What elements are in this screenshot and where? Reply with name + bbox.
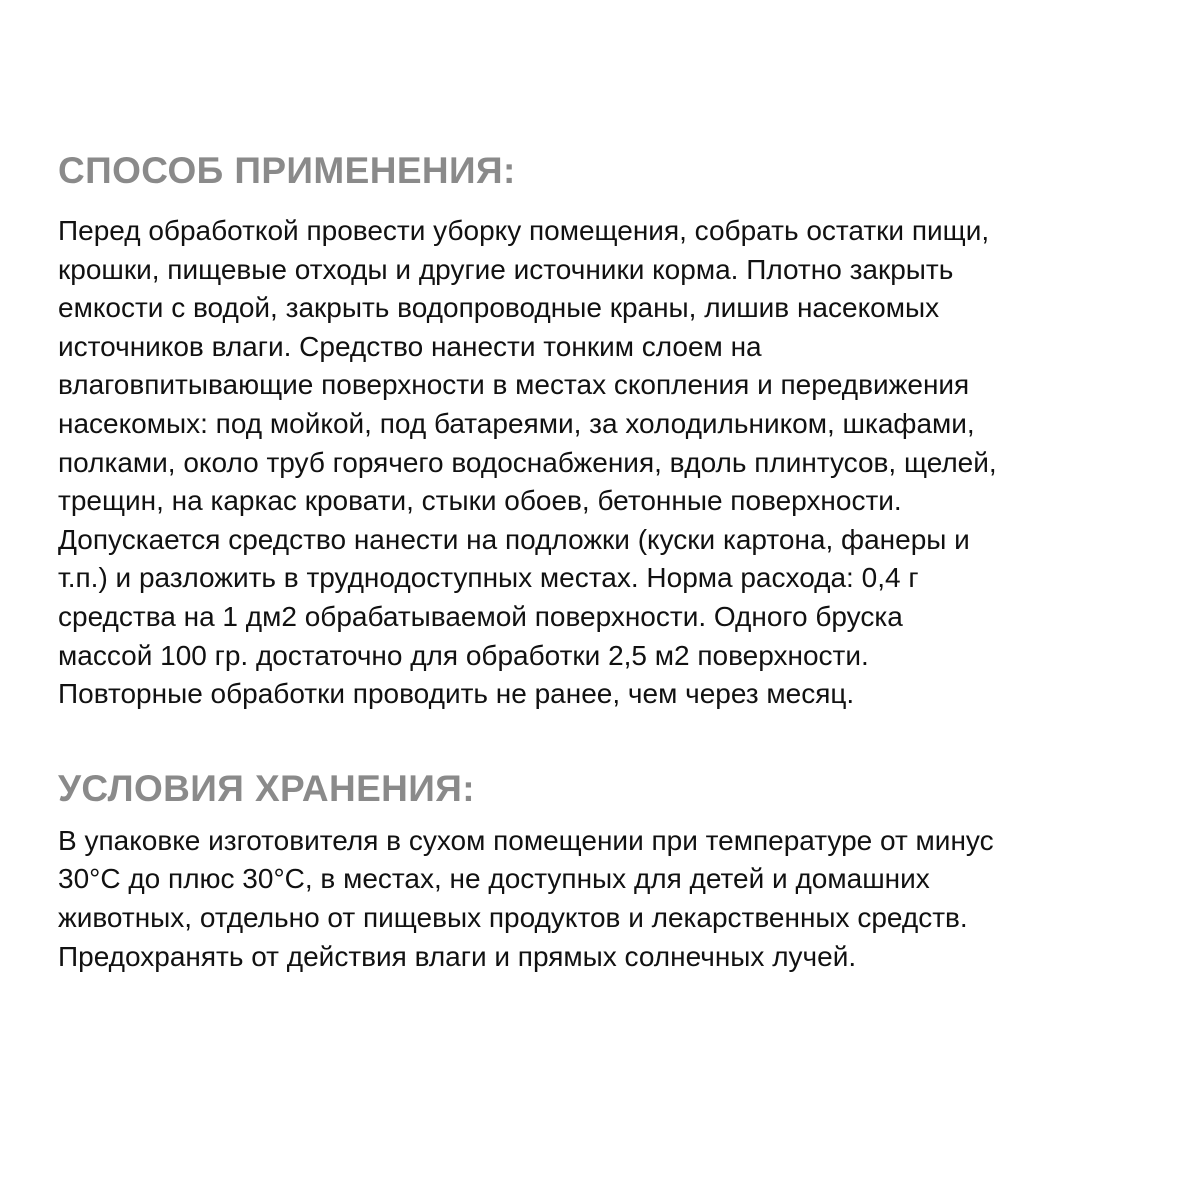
usage-line: насекомых: под мойкой, под батареями, за холодильником, шкафами, bbox=[58, 407, 975, 439]
storage-line: Предохранять от действия влаги и прямых солнечных лучей. bbox=[58, 940, 857, 972]
instructions-document bbox=[58, 148, 1168, 976]
usage-line: Повторные обработки проводить не ранее, чем через месяц. bbox=[58, 678, 855, 710]
usage-line: крошки, пищевые отходы и другие источники корма. Плотно закрыть bbox=[58, 253, 954, 285]
usage-line: Допускается средство нанести на подложки (куски картона, фанеры и bbox=[58, 523, 970, 555]
usage-line: трещин, на каркас кровати, стыки обоев, бетонные поверхности. bbox=[58, 485, 902, 517]
storage-section bbox=[58, 766, 1168, 976]
usage-line: источников влаги. Средство нанести тонким слоем на bbox=[58, 330, 762, 362]
usage-line: т.п.) и разложить в труднодоступных местах. Норма расхода: 0,4 г bbox=[58, 562, 919, 594]
usage-line: влаговпитывающие поверхности в местах скопления и передвижения bbox=[58, 369, 970, 401]
usage-line: полками, около труб горячего водоснабжения, вдоль плинтусов, щелей, bbox=[58, 446, 997, 478]
usage-text bbox=[58, 212, 1168, 714]
usage-line: средства на 1 дм2 обрабатываемой поверхности. Одного бруска bbox=[58, 600, 903, 632]
storage-heading: УСЛОВИЯ ХРАНЕНИЯ: bbox=[58, 767, 475, 809]
storage-line: животных, отдельно от пищевых продуктов и лекарственных средств. bbox=[58, 901, 968, 933]
usage-line: Перед обработкой провести уборку помещения, собрать остатки пищи, bbox=[58, 215, 990, 246]
storage-text bbox=[58, 822, 1168, 976]
storage-line: В упаковке изготовителя в сухом помещении при температуре от минус bbox=[58, 824, 994, 856]
storage-line: 30°С до плюс 30°С, в местах, не доступных для детей и домашних bbox=[58, 863, 930, 895]
usage-heading: СПОСОБ ПРИМЕНЕНИЯ: bbox=[58, 150, 516, 191]
usage-line: емкости с водой, закрыть водопроводные краны, лишив насекомых bbox=[58, 292, 940, 324]
usage-line: массой 100 гр. достаточно для обработки 2,5 м2 поверхности. bbox=[58, 639, 869, 671]
usage-section bbox=[58, 148, 1168, 714]
